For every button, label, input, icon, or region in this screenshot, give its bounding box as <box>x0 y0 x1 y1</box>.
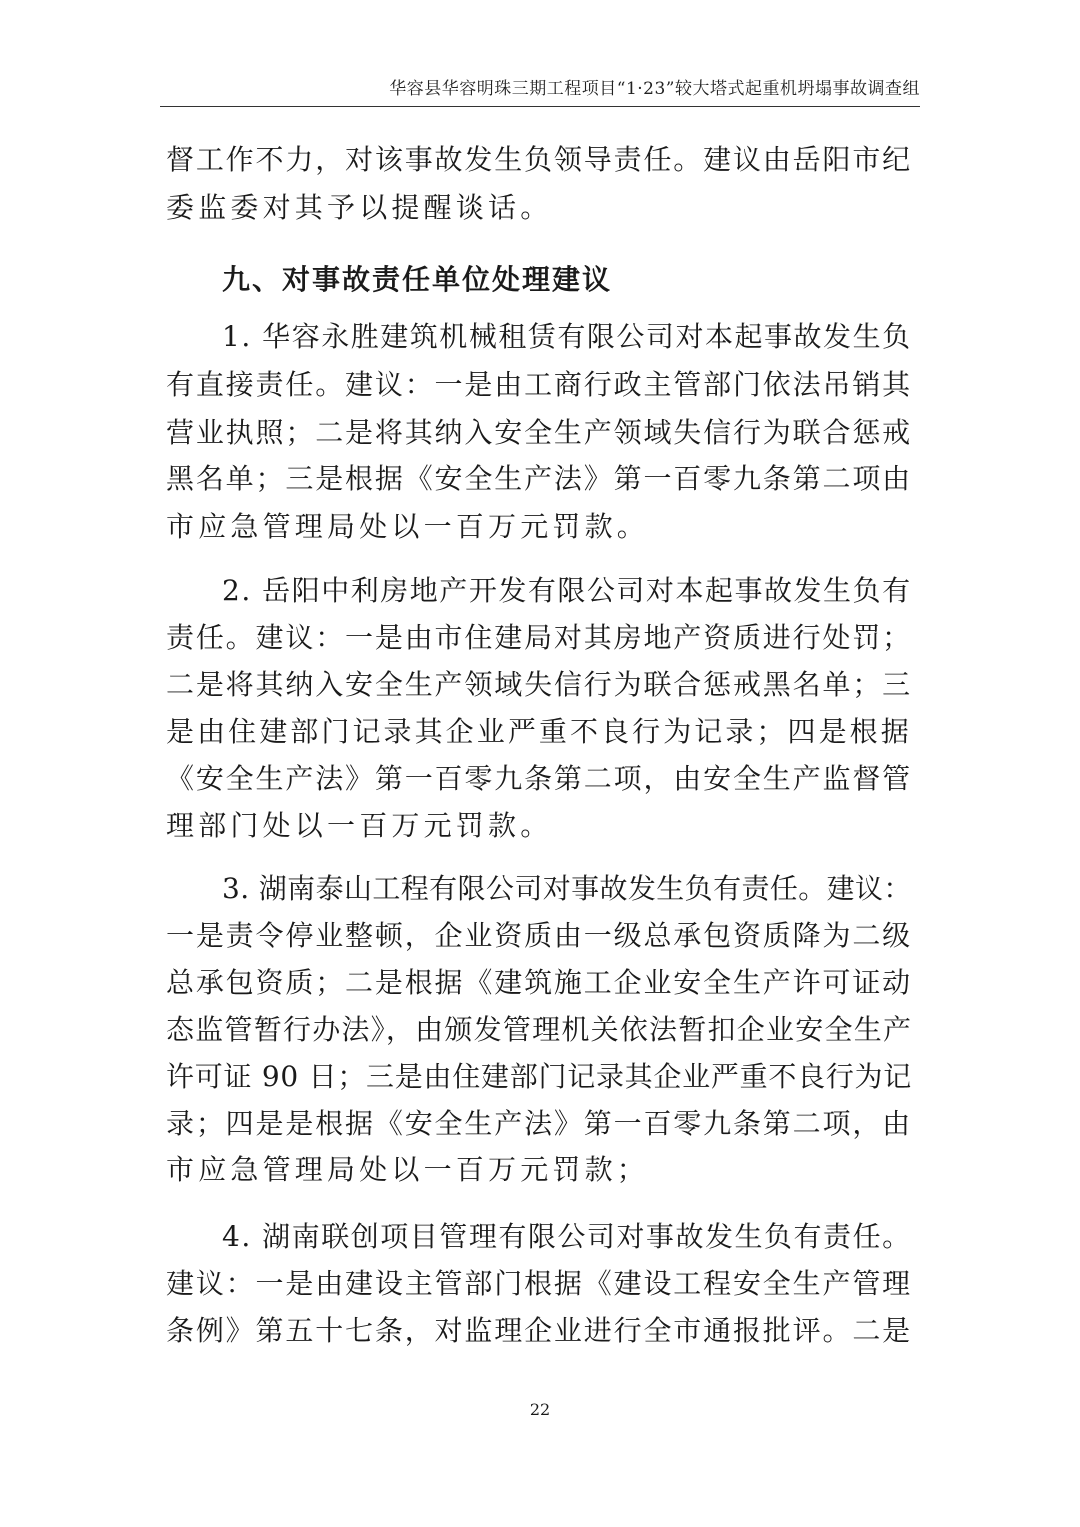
text-line: 委监委对其予以提醒谈话。 <box>166 191 553 224</box>
text-line: 录；四是是根据《安全生产法》第一百零九条第二项，由 <box>166 1107 913 1140</box>
text-line: 建议：一是由建设主管部门根据《建设工程安全生产管理 <box>166 1267 913 1300</box>
text-line: 二是将其纳入安全生产领域失信行为联合惩戒黑名单；三 <box>166 668 913 701</box>
text-line: 态监管暂行办法》，由颁发管理机关依法暂扣企业安全生产 <box>166 1013 913 1046</box>
text-line: 条例》第五十七条，对监理企业进行全市通报批评。二是 <box>166 1314 913 1347</box>
text-line: 是由住建部门记录其企业严重不良行为记录；四是根据 <box>166 715 912 748</box>
text-line: 理部门处以一百万元罚款。 <box>166 809 553 842</box>
text-line: 《安全生产法》第一百零九条第二项，由安全生产监督管 <box>166 762 913 795</box>
text-line: 许可证 90 日；三是由住建部门记录其企业严重不良行为记 <box>166 1060 913 1093</box>
section-heading: 九、对事故责任单位处理建议 <box>222 263 613 296</box>
text-line: 有直接责任。建议：一是由工商行政主管部门依法吊销其 <box>166 368 913 401</box>
text-line: 营业执照；二是将其纳入安全生产领域失信行为联合惩戒 <box>166 416 913 449</box>
text-line: 责任。建议：一是由市住建局对其房地产资质进行处罚； <box>166 621 913 654</box>
text-line: 总承包资质；二是根据《建筑施工企业安全生产许可证动 <box>166 966 913 999</box>
text-line: 2. 岳阳中利房地产开发有限公司对本起事故发生负有 <box>222 574 912 607</box>
page-number: 22 <box>529 1400 551 1419</box>
header-rule <box>160 106 920 107</box>
text-line: 4. 湖南联创项目管理有限公司对事故发生负有责任。 <box>222 1220 912 1253</box>
running-header: 华容县华容明珠三期工程项目“1·23”较大塔式起重机坍塌事故调查组 <box>389 79 920 99</box>
text-line: 黑名单；三是根据《安全生产法》第一百零九条第二项由 <box>166 462 913 495</box>
text-line: 市应急管理局处以一百万元罚款。 <box>166 510 650 543</box>
text-line: 1. 华容永胜建筑机械租赁有限公司对本起事故发生负 <box>222 320 912 353</box>
text-line: 督工作不力，对该事故发生负领导责任。建议由岳阳市纪 <box>166 143 913 176</box>
text-line: 一是责令停业整顿，企业资质由一级总承包资质降为二级 <box>166 919 913 952</box>
text-line: 市应急管理局处以一百万元罚款； <box>166 1153 650 1186</box>
text-line: 3. 湖南泰山工程有限公司对事故发生负有责任。建议： <box>222 872 912 905</box>
